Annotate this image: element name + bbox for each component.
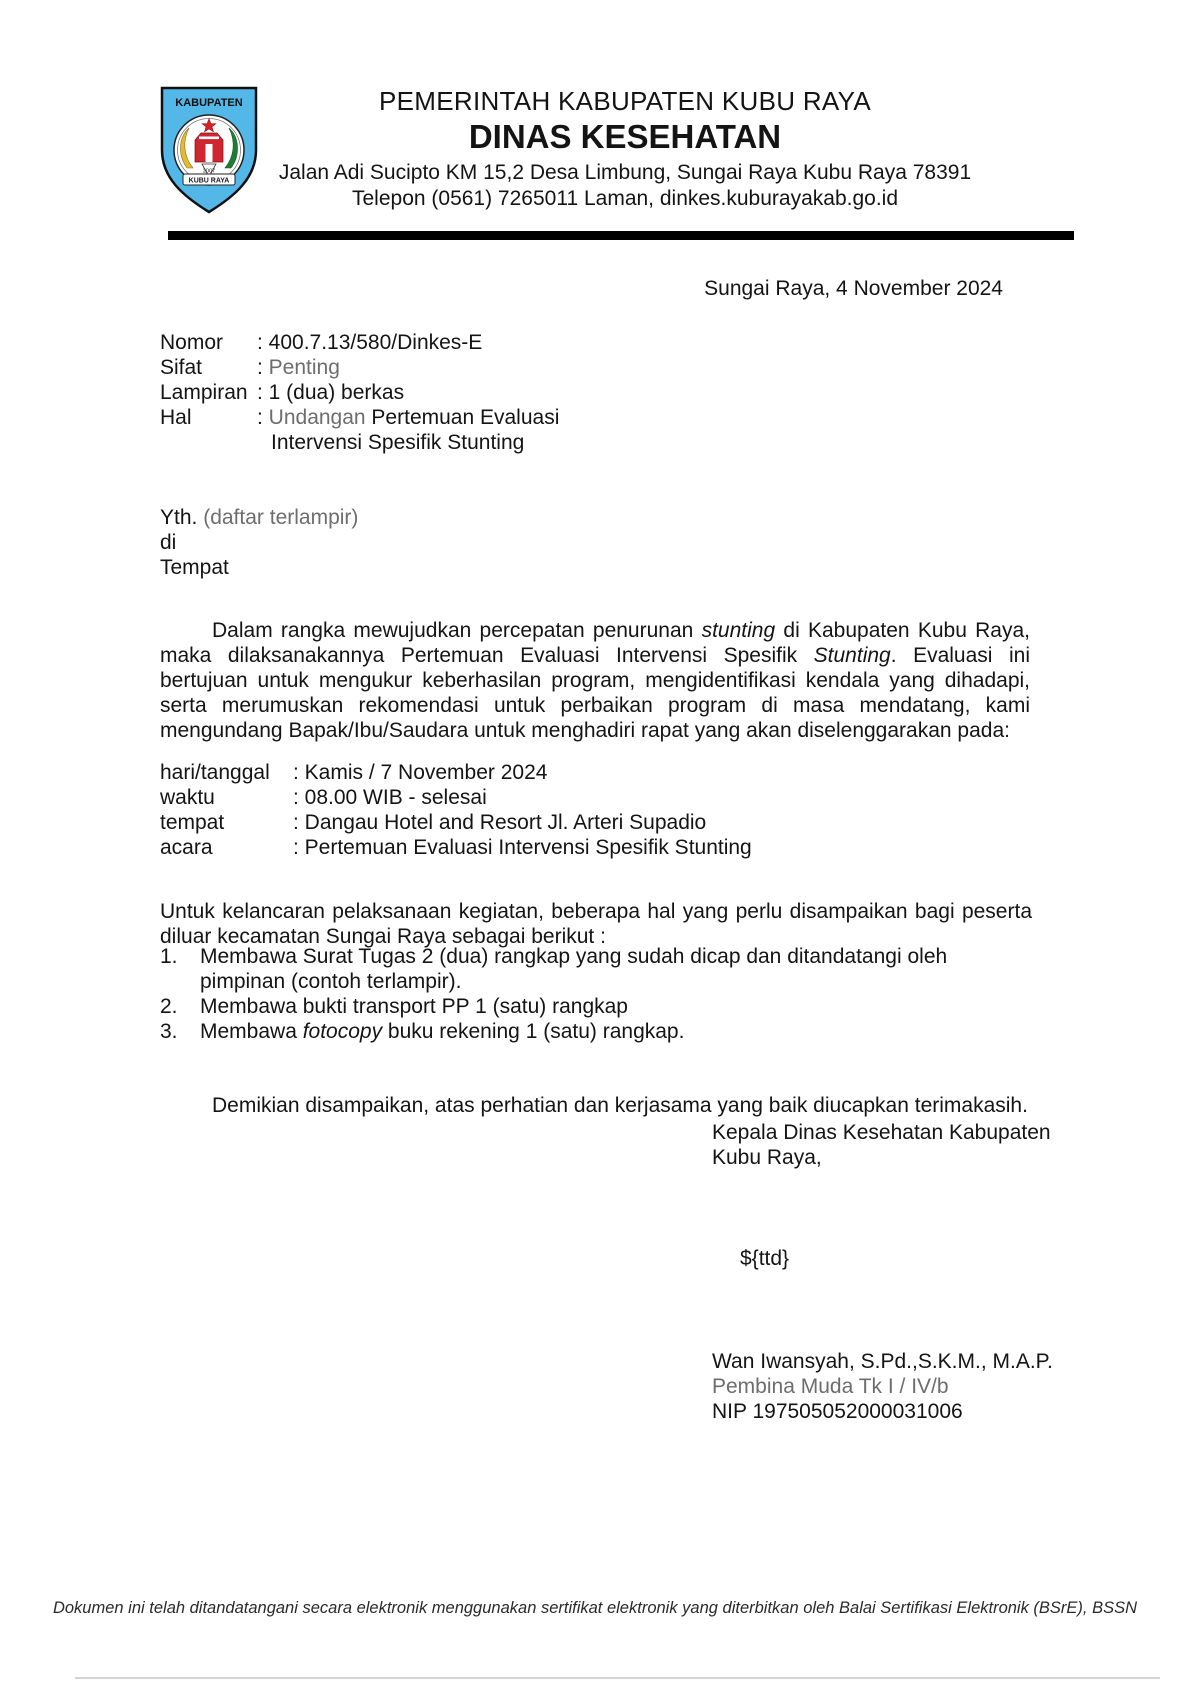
event-label-hari: hari/tanggal (160, 761, 270, 784)
list-text-2: Membawa bukti transport PP 1 (satu) rangkap (200, 995, 628, 1018)
signature-title: Kepala Dinas Kesehatan Kabupaten Kubu Raya, (712, 1121, 1051, 1169)
government-name: PEMERINTAH KABUPATEN KUBU RAYA (378, 86, 871, 116)
meta-value-sifat (257, 355, 559, 380)
closing-paragraph: Demikian disampaikan, atas perhatian dan kerjasama yang baik diucapkan terimakasih. (212, 1094, 1028, 1117)
meta-row-hal (160, 405, 559, 455)
meta-row-lampiran (160, 380, 559, 405)
recipient-yth-attachment: (daftar terlampir) (203, 506, 359, 529)
meta-label-lampiran: Lampiran (160, 381, 248, 404)
meta-value-nomor: : 400.7.13/580/Dinkes-E (257, 331, 483, 354)
dateline: Sungai Raya, 4 November 2024 (704, 277, 1003, 300)
list-text-3 (200, 1019, 1035, 1044)
agency-address: Jalan Adi Sucipto KM 15,2 Desa Limbung, Sungai Raya Kubu Raya 78391 (278, 161, 972, 184)
event-value-hari: : Kamis / 7 November 2024 (293, 761, 548, 784)
crest-year: 2007 (202, 168, 216, 175)
meta-hal-line2: Intervensi Spesifik Stunting (271, 431, 525, 454)
meta-row-nomor (160, 330, 559, 355)
letterhead (245, 86, 1005, 212)
p1-italic-stunting: stunting (701, 619, 776, 642)
list-number-3: 3. (160, 1020, 178, 1043)
event-value-waktu: : 08.00 WIB - selesai (293, 786, 487, 809)
event-row-tempat (160, 810, 752, 835)
event-row-acara (160, 835, 752, 860)
p1-text-1: Dalam rangka mewujudkan percepatan penurunan (212, 619, 702, 642)
agency-name: DINAS KESEHATAN (468, 118, 782, 155)
crest-top-text: KABUPATEN (175, 97, 243, 109)
crest-banner-text: KUBU RAYA (188, 177, 230, 185)
event-label-tempat: tempat (160, 811, 225, 834)
signature-name: Wan Iwansyah, S.Pd.,S.K.M., M.A.P. (712, 1350, 1053, 1373)
signature-ttd-placeholder: ${ttd} (740, 1247, 790, 1270)
event-details (160, 760, 752, 860)
requirements-list (160, 944, 1035, 1044)
recipient-tempat: Tempat (160, 556, 229, 579)
instructions-paragraph: Untuk kelancaran pelaksanaan kegiatan, beberapa hal yang perlu disampaikan bagi peserta diluar kecamatan Sungai Raya sebagai berikut : (160, 900, 1032, 948)
p1-text-3: . Evaluasi ini bertujuan untuk mengukur keberhasilan program, mengidentifikasi kendala yang dihadapi, serta merumuskan rekomendasi untuk perbaikan program di masa mendatang, kami mengundang Bapak/Ibu/Saudara untuk menghadiri rapat yang akan diselenggarakan pada: (160, 644, 1030, 742)
signature-nip: NIP 197505052000031006 (712, 1400, 963, 1423)
list3-text-2: buku rekening 1 (satu) rangkap. (382, 1020, 685, 1043)
crest-gate-door (206, 144, 213, 162)
recipient-yth-line (160, 505, 358, 530)
opening-paragraph (160, 618, 1030, 743)
meta-hal-text: Pertemuan Evaluasi (365, 406, 560, 429)
agency-contact: Telepon (0561) 7265011 Laman, dinkes.kuburayakab.go.id (352, 187, 898, 210)
recipient-yth-prefix: Yth. (160, 506, 204, 529)
signature-identity (712, 1349, 1053, 1424)
list3-italic-fotocopy: fotocopy (302, 1020, 383, 1043)
event-label-acara: acara (160, 836, 213, 859)
meta-label-hal: Hal (160, 406, 192, 429)
meta-value-lampiran: : 1 (dua) berkas (257, 381, 405, 404)
list-number-2: 2. (160, 995, 178, 1018)
list-item-1 (160, 944, 1035, 994)
meta-sifat-text: Penting (268, 356, 340, 379)
recipient-block (160, 505, 358, 580)
meta-row-sifat (160, 355, 559, 380)
p1-italic-stunting-2: Stunting (813, 644, 891, 667)
list-number-1: 1. (160, 945, 178, 968)
list3-text-1: Membawa (200, 1020, 303, 1043)
list-item-3 (160, 1019, 1035, 1044)
page-bottom-divider (75, 1677, 1160, 1679)
meta-sifat-colon: : (257, 356, 269, 379)
crest-gate-band (199, 137, 219, 140)
event-row-waktu (160, 785, 752, 810)
p1-text-2: di Kabupaten Kubu Raya, maka dilaksanakannya Pertemuan Evaluasi Intervensi Spesifik (160, 619, 1030, 667)
list-text-1: Membawa Surat Tugas 2 (dua) rangkap yang sudah dicap dan ditandatangi oleh pimpinan (contoh terlampir). (200, 945, 948, 993)
event-label-waktu: waktu (160, 786, 215, 809)
list-item-2 (160, 994, 1035, 1019)
event-value-acara: : Pertemuan Evaluasi Intervensi Spesifik Stunting (293, 836, 752, 859)
meta-hal-colon: : (257, 406, 269, 429)
meta-label-sifat: Sifat (160, 356, 203, 379)
letterhead-divider (168, 231, 1074, 240)
event-row-hari (160, 760, 752, 785)
recipient-di: di (160, 531, 177, 554)
event-value-tempat: : Dangau Hotel and Resort Jl. Arteri Supadio (293, 811, 707, 834)
meta-value-hal (257, 405, 559, 455)
letter-meta (160, 330, 559, 455)
signature-rank: Pembina Muda Tk I / IV/b (712, 1375, 949, 1398)
meta-label-nomor: Nomor (160, 331, 224, 354)
meta-hal-muted-text: Undangan (268, 406, 366, 429)
electronic-signature-disclaimer: Dokumen ini telah ditandatangani secara elektronik menggunakan sertifikat elektronik yang diterbitkan oleh Balai Sertifikasi Elektronik (BSrE), BSSN (52, 1599, 1138, 1617)
